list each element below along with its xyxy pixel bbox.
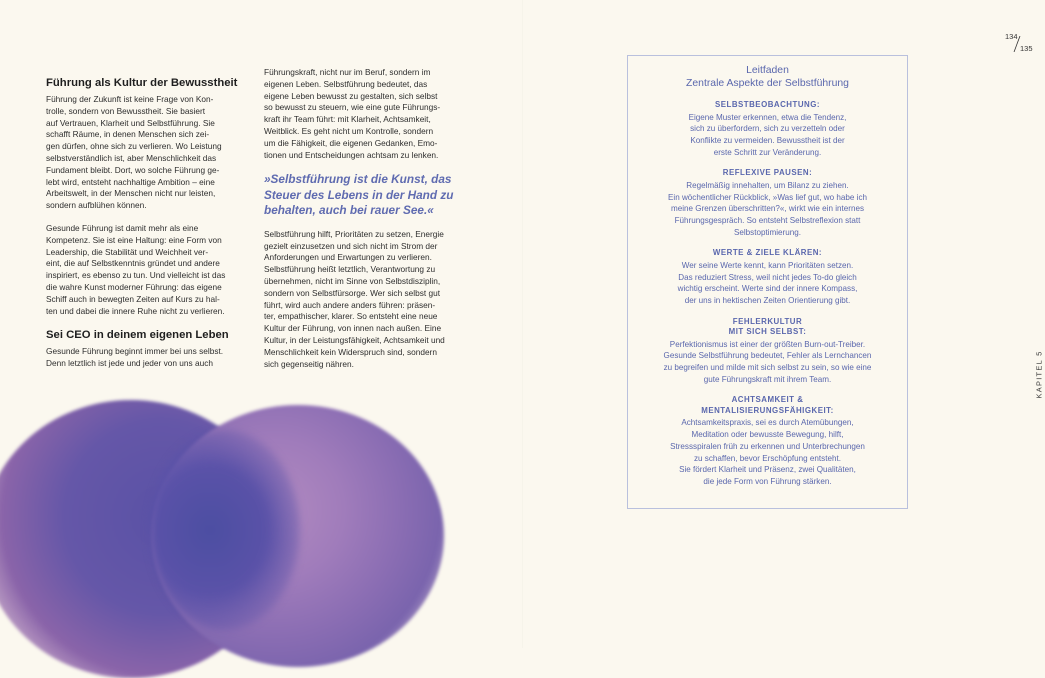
paragraph: Selbstführung hilft, Prioritäten zu setzen, Energie gezielt einzusetzen und sich nicht im Strom der Anforderungen und Erwartungen zu verlieren. Selbstführung heißt letztlich, Verantwortung zu übernehmen, nicht im Sinne von Selbstdisziplin, sondern von Selbstfürsorge. Wer sich selbst gut führt, wird auch andere anders führen: präsen- ter, empathischer, klarer. So entsteht eine neue Kultur der Führung, von innen nach außen. Eine Kultur, in der Leistungsfähigkeit, Achtsamkeit und Menschlichkeit kein Widerspruch sind, sondern sich gegenseitig nähren. <box>264 228 445 369</box>
guide-section-body: Achtsamkeitspraxis, sei es durch Atemübungen, Meditation oder bewusste Bewegung, hilft, Stressspiralen früh zu erkennen und Unterbrechungen zu schaffen, bevor Erschöpfung entsteht. Sie fördert Klarheit und Präsenz, zwei Qualitäten, die jede Form von Führung stärken. <box>670 418 865 486</box>
guide-section-heading: FEHLERKULTUR MIT SICH SELBST: <box>728 316 807 337</box>
guide-section-body: Perfektionismus ist einer der größten Burn-out-Treiber. Gesunde Selbstführung bedeutet, Fehler als Lernchancen zu begreifen und milde mit sich selbst zu sein, so wie eine gute Führungskraft mit ihrem Team. <box>663 339 872 384</box>
decorative-blob-overlap <box>150 430 300 630</box>
guide-section-body: Eigene Muster erkennen, etwa die Tendenz, sich zu überfordern, sich zu verzetteln oder Konflikte zu vermeiden. Bewusstheit ist der erste Schritt zur Veränderung. <box>688 112 847 157</box>
guide-section-heading: ACHTSAMKEIT & MENTALISIERUNGSFÄHIGKEIT: <box>701 395 834 415</box>
guide-section-fehlerkultur <box>628 317 907 386</box>
left-page-column-1 <box>46 76 256 381</box>
section-heading-bewusstheit: Führung als Kultur der Bewusstheit <box>46 77 238 89</box>
guide-section-heading: SELBSTBEOBACHTUNG: <box>714 100 820 109</box>
guide-section-selbstbeobachtung <box>628 100 907 158</box>
guide-box-title: Leitfaden Zentrale Aspekte der Selbstführung <box>686 65 849 89</box>
left-page-column-2 <box>264 67 476 381</box>
paragraph: Führungskraft, nicht nur im Beruf, sondern im eigenen Leben. Selbstführung bedeutet, das eigene Leben bewusst zu gestalten, sich selbst so bewusst zu steuern, wie eine gute Führungs- kraft ihr Team führt: mit Klarheit, Achtsamkeit, Weitblick. Es geht nicht um Kontrolle, sondern um die Fähigkeit, die eigenen Gedanken, Emo- tionen und Entscheidungen achtsam zu lenken. <box>264 67 441 160</box>
guide-box <box>627 55 908 509</box>
paragraph: Gesunde Führung beginnt immer bei uns selbst. Denn letztlich ist jede und jeder von uns auch <box>46 346 224 369</box>
guide-section-heading: REFLEXIVE PAUSEN: <box>722 168 813 178</box>
page-number-right: 135 <box>1020 44 1033 53</box>
pull-quote: »Selbstführung ist die Kunst, das Steuer des Lebens in der Hand zu behalten, auch bei rauer See.« <box>264 172 454 218</box>
guide-section-heading: WERTE & ZIELE KLÄREN: <box>712 248 823 258</box>
spread-gutter <box>522 0 523 648</box>
guide-section-reflexive-pausen <box>628 168 907 238</box>
paragraph: Führung der Zukunft ist keine Frage von Kon- trolle, sondern von Bewusstheit. Sie basiert auf Vertrauen, Klarheit und Selbstführung. Sie schafft Räume, in denen Menschen sich zei- gen dürfen, ohne sich zu verlieren. Wo Leistung selbstverständlich ist, aber Menschlichkeit das Fundament bleibt. Dort, wo solche Führung ge- lebt wird, entsteht nachhaltige Ambition – eine Arbeitswelt, in der Menschen nicht nur leisten, sondern aufblühen können. <box>46 94 222 211</box>
section-heading-ceo: Sei CEO in deinem eigenen Leben <box>46 329 229 342</box>
guide-section-body: Wer seine Werte kennt, kann Prioritäten setzen. Das reduziert Stress, weil nicht jedes To-do gleich wichtig erscheint. Werte sind der innere Kompass, der uns in hektischen Zeiten Orientierung gibt. <box>677 260 858 305</box>
guide-section-achtsamkeit <box>628 395 907 487</box>
paragraph: Gesunde Führung ist damit mehr als eine Kompetenz. Sie ist eine Haltung: eine Form von Leadership, die Stabilität und Weichheit ver- eint, die auf Selbstkenntnis gründet und andere inspiriert, es ebenso zu tun. Und vielleicht ist das die wahre Kunst moderner Führung: das eigene Schiff auch in bewegten Zeiten auf Kurs zu hal- ten und dabei die innere Ruhe nicht zu verlieren. <box>46 222 226 316</box>
chapter-label: KAPITEL 5 <box>1034 350 1044 399</box>
guide-section-body: Regelmäßig innehalten, um Bilanz zu ziehen. Ein wöchentlicher Rückblick, »Was lief gut, wo habe ich meine Grenzen überschritten?«, wirkt wie ein internes Führungsgespräch. So entsteht Selbstreflexion statt Selbstoptimierung. <box>668 180 867 237</box>
guide-section-werte-ziele <box>628 248 907 306</box>
page-number-left: 134 <box>1005 32 1018 41</box>
